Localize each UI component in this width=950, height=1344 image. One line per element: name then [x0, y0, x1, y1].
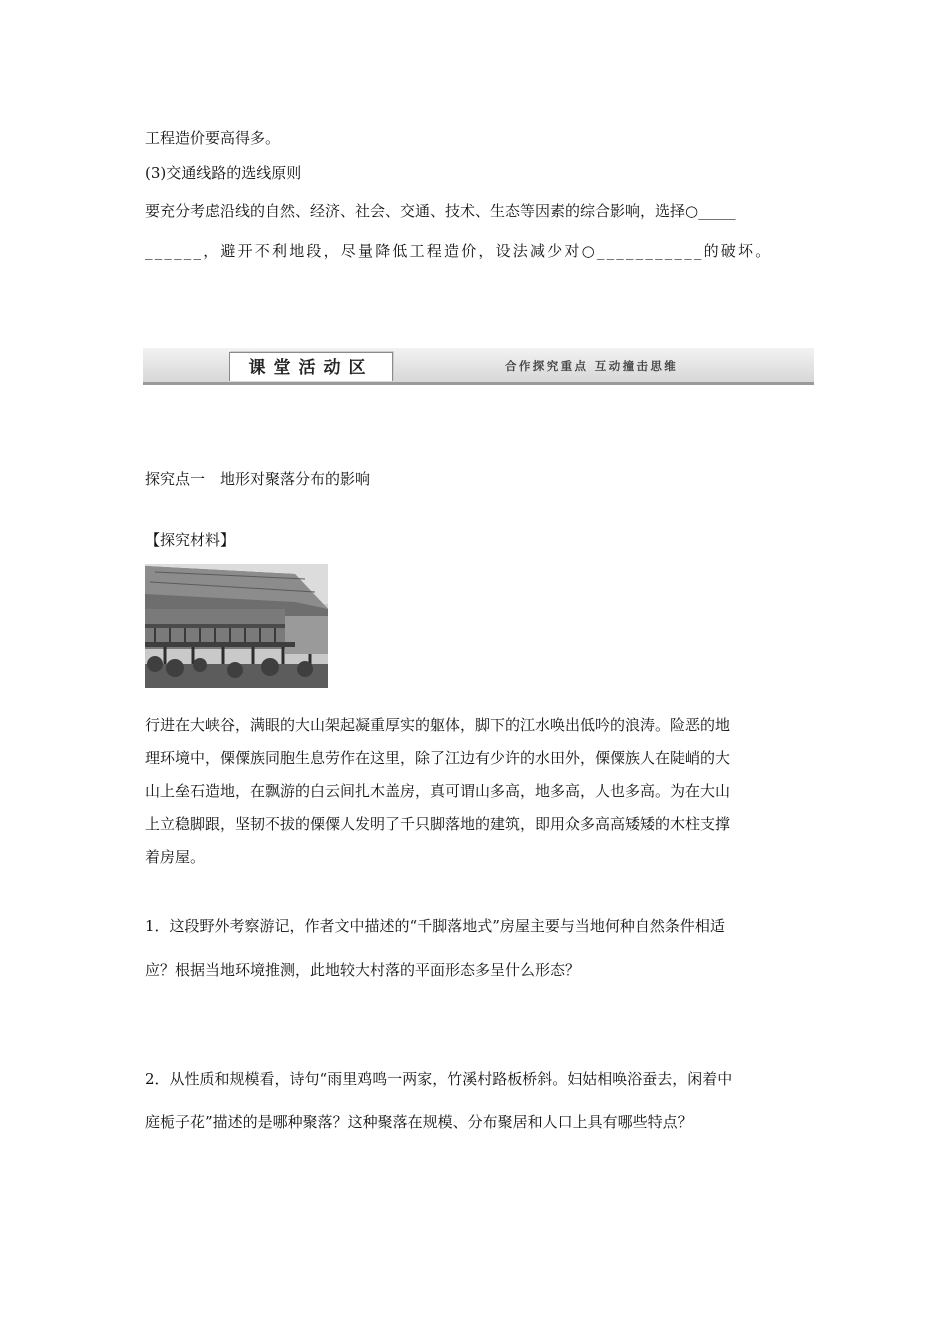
passage-line-2: 理环境中，傈僳族同胞生息劳作在这里，除了江边有少许的水田外，傈僳族人在陡峭的大 — [145, 749, 731, 767]
passage-line-3: 山上垒石造地，在飘游的白云间扎木盖房，真可谓山多高，地多高，人也多高。为在大山 — [145, 782, 731, 800]
passage-line-1: 行进在大峡谷，满眼的大山架起凝重厚实的躯体，脚下的江水唤出低吟的浪涛。险恶的地 — [145, 716, 731, 734]
banner-subtitle: 合作探究重点 互动撞击思维 — [505, 359, 679, 373]
stilt-house-illustration — [145, 564, 328, 688]
question-2-line-1: 2．从性质和规模看，诗句“雨里鸡鸣一两家，竹溪村路板桥斜。妇姑相唤浴蚕去，闲着中 — [145, 1070, 733, 1088]
text-line-2: (3)交通线路的选线原则 — [145, 164, 302, 182]
passage-line-5: 着房屋。 — [145, 848, 206, 866]
passage-line-4: 上立稳脚跟，坚韧不拔的傈僳人发明了千只脚落地的建筑，即用众多高高矮矮的木柱支撑 — [145, 815, 731, 833]
section-banner — [143, 348, 814, 385]
stilt-house-photo — [145, 564, 328, 688]
question-2-line-2: 庭栀子花”描述的是哪种聚落？这种聚落在规模、分布聚居和人口上具有哪些特点？ — [145, 1113, 693, 1131]
banner-title: 课堂活动区 — [229, 352, 393, 381]
text-line-4: ______，避开不利地段，尽量降低工程造价，设法减少对○___________的破坏。 — [145, 242, 773, 260]
text-line-3: 要充分考虑沿线的自然、经济、社会、交通、技术、生态等因素的综合影响，选择○_____ — [145, 202, 736, 220]
material-label: 【探究材料】 — [145, 531, 236, 549]
question-1-line-1: 1．这段野外考察游记，作者文中描述的“千脚落地式”房屋主要与当地何种自然条件相适 — [145, 917, 725, 935]
text-line-1: 工程造价要高得多。 — [145, 129, 281, 147]
section-heading: 探究点一 地形对聚落分布的影响 — [145, 470, 371, 488]
question-1-line-2: 应？根据当地环境推测，此地较大村落的平面形态多呈什么形态？ — [145, 961, 581, 979]
